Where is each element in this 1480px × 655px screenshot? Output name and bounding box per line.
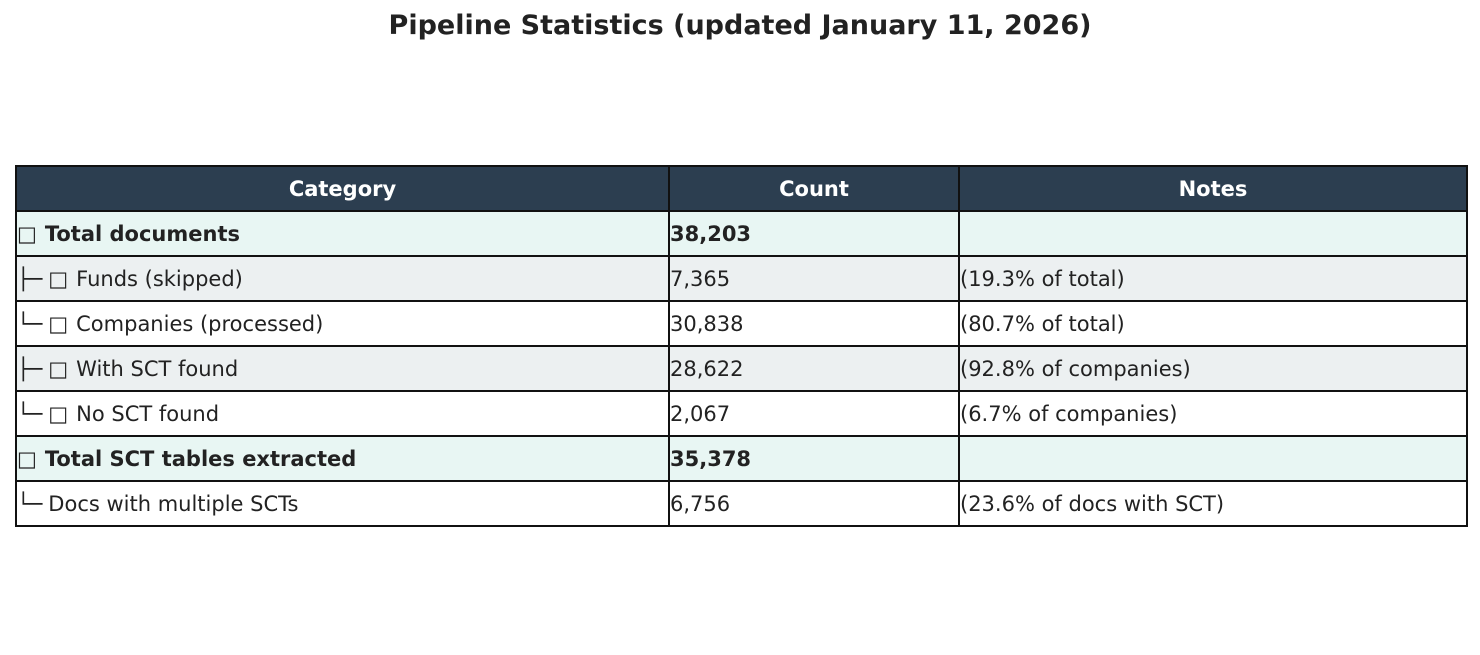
missing-glyph-icon: □ [48,311,69,336]
category-label: Total documents [44,221,240,246]
count-cell: 35,378 [669,436,959,481]
missing-glyph-icon: □ [48,266,69,291]
category-label: With SCT found [76,356,239,381]
column-header-category: Category [16,166,669,211]
count-cell: 38,203 [669,211,959,256]
category-label: Docs with multiple SCTs [48,491,299,516]
notes-cell: (80.7% of total) [959,301,1467,346]
table-header-row [16,166,1467,211]
category-cell [16,436,669,481]
count-cell: 28,622 [669,346,959,391]
table-row [16,301,1467,346]
column-header-notes: Notes [959,166,1467,211]
category-label: Total SCT tables extracted [44,446,357,471]
count-cell: 7,365 [669,256,959,301]
table-row [16,346,1467,391]
table-row [16,256,1467,301]
table-row [16,436,1467,481]
table-row [16,211,1467,256]
category-cell [16,256,669,301]
column-header-count: Count [669,166,959,211]
count-cell: 6,756 [669,481,959,526]
category-cell [16,391,669,436]
table-body [16,211,1467,526]
tree-connector: └─ [17,401,43,426]
notes-cell [959,436,1467,481]
table-row [16,391,1467,436]
chart-title: Pipeline Statistics (updated January 11, 2026) [388,10,1092,41]
notes-cell [959,211,1467,256]
tree-connector: ├─ [17,356,43,381]
tree-connector: └─ [17,311,43,336]
tree-connector: ├─ [17,266,43,291]
category-cell [16,481,669,526]
stats-table [15,165,1468,527]
category-cell [16,211,669,256]
category-label: Funds (skipped) [76,266,243,291]
category-cell [16,346,669,391]
notes-cell: (19.3% of total) [959,256,1467,301]
missing-glyph-icon: □ [48,401,69,426]
count-cell: 30,838 [669,301,959,346]
count-cell: 2,067 [669,391,959,436]
category-label: No SCT found [76,401,220,426]
table-row [16,481,1467,526]
missing-glyph-icon: □ [17,221,37,246]
tree-connector: └─ [17,491,43,516]
category-label: Companies (processed) [76,311,324,336]
category-cell [16,301,669,346]
notes-cell: (92.8% of companies) [959,346,1467,391]
missing-glyph-icon: □ [48,356,69,381]
notes-cell: (6.7% of companies) [959,391,1467,436]
missing-glyph-icon: □ [17,446,37,471]
notes-cell: (23.6% of docs with SCT) [959,481,1467,526]
